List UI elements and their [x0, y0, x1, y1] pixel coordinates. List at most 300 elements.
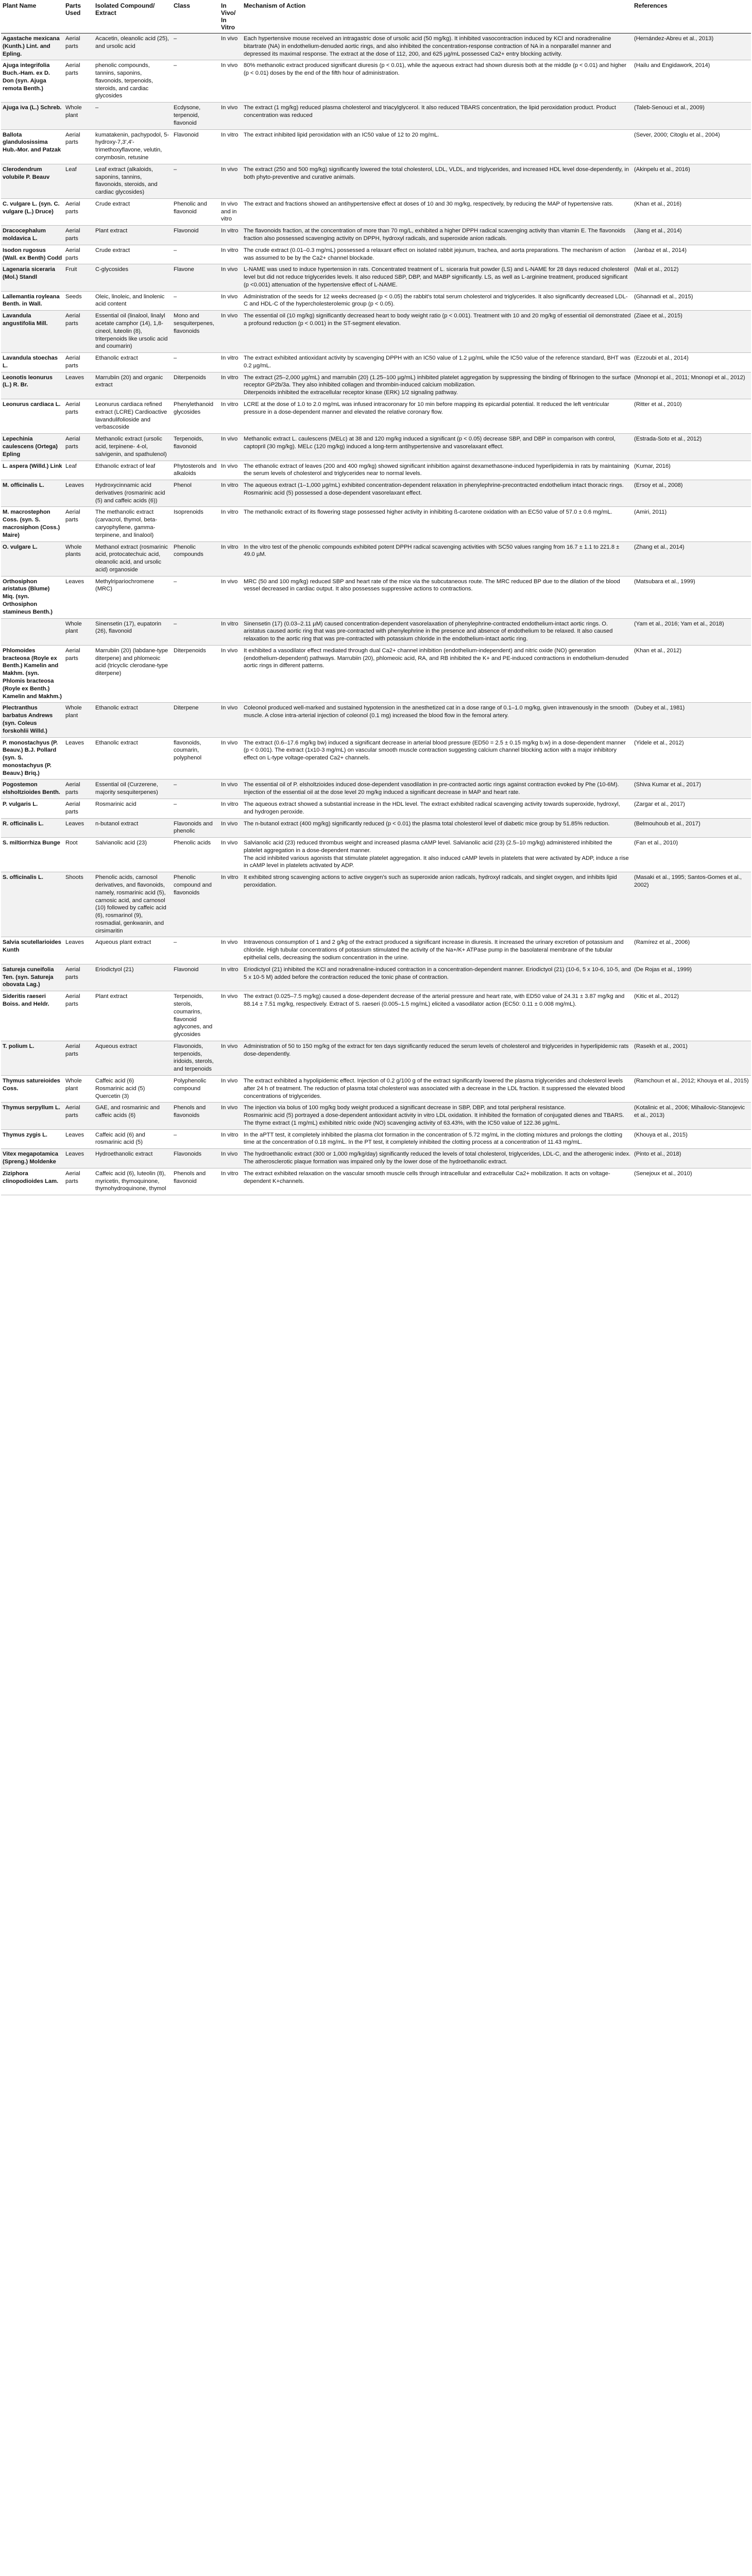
cell-parts-used: Leaves: [64, 480, 94, 507]
cell-class: flavonoids, coumarin, polyphenol: [172, 737, 219, 779]
cell-in-vivo: In vivo: [219, 576, 242, 618]
cell-plant-name: Lallemantia royleana Benth. in Wall.: [1, 291, 64, 311]
cell-mechanism: The extract exhibited relaxation on the vascular smooth muscle cells through intracellular and extracellular Ca2+ mobilization. It acts on voltage-dependent K+channels.: [242, 1168, 633, 1195]
cell-plant-name: P. vulgaris L.: [1, 799, 64, 818]
cell-class: Phenol: [172, 480, 219, 507]
cell-class: Diterpenoids: [172, 645, 219, 702]
cell-class: Flavone: [172, 264, 219, 291]
table-row: [1, 291, 751, 311]
cell-class: Flavonoid: [172, 129, 219, 164]
cell-references: (Belmouhoub et al., 2017): [633, 818, 751, 838]
cell-in-vivo: In vitro: [219, 799, 242, 818]
cell-plant-name: Agastache mexicana (Kunth.) Lint. and Epling.: [1, 33, 64, 60]
cell-mechanism: The extract and fractions showed an antihypertensive effect at doses of 10 and 30 mg/kg, respectively, by reducing the MAP of hypertensive rats.: [242, 198, 633, 225]
cell-references: (Shiva Kumar et al., 2017): [633, 779, 751, 799]
cell-references: (Hailu and Engidawork, 2014): [633, 60, 751, 103]
table-row: [1, 576, 751, 618]
cell-parts-used: Aerial parts: [64, 434, 94, 461]
cell-plant-name: Pogostemon elsholtzioides Benth.: [1, 779, 64, 799]
table-row: [1, 872, 751, 937]
cell-isolated-compound: Aqueous extract: [94, 1041, 172, 1075]
cell-in-vivo: In vivo: [219, 1149, 242, 1168]
table-container: [0, 0, 752, 1195]
cell-isolated-compound: GAE, and rosmarinic and caffeic acids (6): [94, 1103, 172, 1129]
cell-plant-name: Leonotis leonurus (L.) R. Br.: [1, 372, 64, 399]
cell-in-vivo: In vivo: [219, 645, 242, 702]
table-row: [1, 1168, 751, 1195]
cell-references: (Fan et al., 2010): [633, 838, 751, 872]
cell-references: (Yidele et al., 2012): [633, 737, 751, 779]
table-row: [1, 434, 751, 461]
cell-parts-used: Aerial parts: [64, 129, 94, 164]
cell-in-vivo: In vivo and in vitro: [219, 198, 242, 225]
cell-class: Diterpenoids: [172, 372, 219, 399]
cell-isolated-compound: Aqueous plant extract: [94, 937, 172, 964]
cell-class: –: [172, 60, 219, 103]
cell-class: Diterpene: [172, 703, 219, 737]
cell-parts-used: Aerial parts: [64, 779, 94, 799]
cell-in-vivo: In vitro: [219, 1168, 242, 1195]
cell-mechanism: Administration of the seeds for 12 weeks decreased (p < 0.05) the rabbit's total serum cholesterol and triglycerides. It also significantly decreased LDL-C and HDL-C of the hypercholesterolemic group (p < 0.05).: [242, 291, 633, 311]
cell-in-vivo: In vivo: [219, 311, 242, 353]
table-row: [1, 129, 751, 164]
table-row: [1, 461, 751, 480]
cell-mechanism: Sinensetin (17) (0.03–2.11 µM) caused concentration-dependent vasorelaxation of phenylephrine-contracted endothelium-intact aortic rings. O. aristatus caused aortic ring that was pre-contracted with phenylephrine in the presence and absence of endothelium to be relaxed. It also caused relaxation to the aortic ring that was pre-contracted with potassium chloride in the endothelium-intact aortic ring.: [242, 618, 633, 645]
cell-references: (Sever, 2000; Citoglu et al., 2004): [633, 129, 751, 164]
cell-mechanism: MRC (50 and 100 mg/kg) reduced SBP and heart rate of the mice via the subcutaneous route. The MRC reduced BP due to the dilation of the blood vessel decreased in cardiac output. It also possesses suppressive actions to contractions.: [242, 576, 633, 618]
cell-plant-name: Thymus zygis L.: [1, 1129, 64, 1149]
cell-mechanism: The flavonoids fraction, at the concentration of more than 70 mg/L, exhibited a higher DPPH radical scavenging activity than vitamin E. The flavonoids fraction also possessed scavenging activity on DPPH, hydroxyl radicals, and superoxide anion radicals.: [242, 226, 633, 245]
cell-parts-used: Leaves: [64, 818, 94, 838]
cell-references: (Mali et al., 2012): [633, 264, 751, 291]
header-row: [1, 0, 751, 33]
cell-isolated-compound: kumatakenin, pachypodol, 5-hydroxy-7,3',4'-trimethoxyflavone, velutin, corymbosin, retusine: [94, 129, 172, 164]
cell-references: (Taleb-Senouci et al., 2009): [633, 103, 751, 129]
cell-isolated-compound: Sinensetin (17), eupatorin (26), flavonoid: [94, 618, 172, 645]
cell-plant-name: P. monostachyus (P. Beauv.) B.J. Pollard (syn. S. monostachyus (P. Beauv.) Briq.): [1, 737, 64, 779]
cell-class: –: [172, 245, 219, 264]
header-references: References: [633, 0, 751, 33]
cell-in-vivo: In vitro: [219, 964, 242, 991]
cell-references: (Kitic et al., 2012): [633, 991, 751, 1041]
table-row: [1, 480, 751, 507]
cell-mechanism: In the aPTT test, it completely inhibited the plasma clot formation in the concentration of 5.72 mg/mL in the clotting mixtures and prolongs the clotting time at the concentration of 0.18 mg/mL. In the PT test, it completely inhibited the clotting process at a concentration of 11.43 mg/mL.: [242, 1129, 633, 1149]
cell-plant-name: M. macrostephon Coss. (syn. S. macrosiphon (Coss.) Maire): [1, 507, 64, 541]
cell-in-vivo: In vivo: [219, 838, 242, 872]
cell-mechanism: The extract inhibited lipid peroxidation with an IC50 value of 12 to 20 mg/mL.: [242, 129, 633, 164]
header-parts-used: Parts Used: [64, 0, 94, 33]
cell-class: Flavonoids: [172, 1149, 219, 1168]
cell-mechanism: The crude extract (0.01–0.3 mg/mL) possessed a relaxant effect on isolated rabbit jejunum, trachea, and aorta preparations. The mechanism of action was assumed to be by the Ca2+ channel blockade.: [242, 245, 633, 264]
cell-references: (Amiri, 2011): [633, 507, 751, 541]
cell-in-vivo: In vitro: [219, 872, 242, 937]
cell-references: (Zargar et al., 2017): [633, 799, 751, 818]
cell-isolated-compound: Methylripariochromene (MRC): [94, 576, 172, 618]
table-row: [1, 991, 751, 1041]
cell-isolated-compound: Methanolic extract (ursolic acid, terpinene- 4-ol, salvigenin, and spathulenol): [94, 434, 172, 461]
cell-plant-name: R. officinalis L.: [1, 818, 64, 838]
table-row: [1, 737, 751, 779]
cell-isolated-compound: Essential oil (linalool, linalyl acetate camphor (14), 1,8-cineol, luteolin (8), triterpenoids like ursolic acid and coumarin): [94, 311, 172, 353]
cell-class: Terpenoids, sterols, coumarins, flavonoid aglycones, and glycosides: [172, 991, 219, 1041]
table-row: [1, 1103, 751, 1129]
cell-plant-name: Orthosiphon aristatus (Blume) Miq. (syn. Orthosiphon stamineus Benth.): [1, 576, 64, 618]
cell-class: –: [172, 353, 219, 372]
table-row: [1, 245, 751, 264]
table-row: [1, 703, 751, 737]
cell-plant-name: S. officinalis L.: [1, 872, 64, 937]
table-row: [1, 645, 751, 702]
cell-isolated-compound: The methanolic extract (carvacrol, thymol, beta-caryophyllene, gamma-terpinene, and linalool): [94, 507, 172, 541]
cell-parts-used: Shoots: [64, 872, 94, 937]
cell-mechanism: The essential oil (10 mg/kg) significantly decreased heart to body weight ratio (p < 0.001). Treatment with 10 and 20 mg/kg of essential oil demonstrated a profound reduction (p < 0.001) in the ST-segment elevation.: [242, 311, 633, 353]
table-row: [1, 964, 751, 991]
cell-isolated-compound: Leonurus cardiaca refined extract (LCRE) Cardioactive lavandulifolioside and verbascoside: [94, 399, 172, 434]
cell-plant-name: M. officinalis L.: [1, 480, 64, 507]
cell-parts-used: Aerial parts: [64, 60, 94, 103]
cell-mechanism: Salvianolic acid (23) reduced thrombus weight and increased plasma cAMP level. Salvianolic acid (23) (2.5–10 mg/kg) administered inhibited the platelet aggregation in a dose-dependent manner. The acid inhibited various agonists that stimulate platelet aggregation. It also induced cAMP levels in platelets that were activated by ADP, induce a rise in cAMP level in platelets activated by ADP.: [242, 838, 633, 872]
cell-isolated-compound: Rosmarinic acid: [94, 799, 172, 818]
cell-plant-name: O. vulgare L.: [1, 541, 64, 576]
cell-class: Flavonoids and phenolic: [172, 818, 219, 838]
cell-mechanism: Coleonol produced well-marked and sustained hypotension in the anesthetized cat in a dose range of 0.1–1.0 mg/kg, given intravenously in the smooth muscle. A close intra-arterial injection of coleonol (0.1 mg) increased the blood flow in the femoral artery.: [242, 703, 633, 737]
cell-parts-used: Leaves: [64, 1149, 94, 1168]
cell-class: Polyphenolic compound: [172, 1075, 219, 1102]
cell-parts-used: Aerial parts: [64, 1041, 94, 1075]
cell-references: (Ghannadi et al., 2015): [633, 291, 751, 311]
cell-isolated-compound: Leaf extract (alkaloids, saponins, tannins, flavonoids, steroids, and cardiac glycosides): [94, 164, 172, 198]
cell-references: (Ramírez et al., 2006): [633, 937, 751, 964]
cell-in-vivo: In vivo: [219, 937, 242, 964]
cell-references: (Dubey et al., 1981): [633, 703, 751, 737]
cell-references: (Khan et al., 2012): [633, 645, 751, 702]
table-row: [1, 103, 751, 129]
cell-plant-name: T. polium L.: [1, 1041, 64, 1075]
cell-isolated-compound: Oleic, linoleic, and linolenic acid content: [94, 291, 172, 311]
cell-isolated-compound: Plant extract: [94, 226, 172, 245]
cell-isolated-compound: Methanol extract (rosmarinic acid, protocatechuic acid, oleanolic acid, and ursolic acid) organoside: [94, 541, 172, 576]
cell-parts-used: Leaves: [64, 1129, 94, 1149]
table-row: [1, 198, 751, 225]
cell-mechanism: Each hypertensive mouse received an intragastric dose of ursolic acid (50 mg/kg). It inhibited vasocontraction induced by KCl and noradrenaline bitartrate (NA) in endothelium-denuded aortic rings, and also inhibited the concentration-response contraction of NA in a nonparallel manner and depressed its maximal response. The extract at the dose of 112, 200, and 625 µg/mL possessed Ca2+ entry blocking activity.: [242, 33, 633, 60]
cell-in-vivo: In vivo: [219, 60, 242, 103]
table-row: [1, 1149, 751, 1168]
cell-class: Phenols and flavonoids: [172, 1103, 219, 1129]
table-row: [1, 399, 751, 434]
cell-plant-name: Thymus serpyllum L.: [1, 1103, 64, 1129]
cell-parts-used: Leaves: [64, 576, 94, 618]
cell-isolated-compound: Marrubiin (20) (labdane-type diterpene) and phlomeoic acid (tricyclic clerodane-type diterpene): [94, 645, 172, 702]
cell-mechanism: The injection via bolus of 100 mg/kg body weight produced a significant decrease in SBP, DBP, and total peripheral resistance. Rosmarinic acid (5) portrayed a dose-dependent antioxidant activity in vitro LDL oxidation. It inhibited the formation of conjugated dienes and TBARS. The thyme extract (1 mg/mL) exhibited nitric oxide (NO) scavenging activity of 63.43%, with the IC50 value of 122.36 µg/mL.: [242, 1103, 633, 1129]
cell-parts-used: Root: [64, 838, 94, 872]
cell-in-vivo: In vivo: [219, 103, 242, 129]
cell-references: (Pinto et al., 2018): [633, 1149, 751, 1168]
table-row: [1, 33, 751, 60]
table-header: [1, 0, 751, 33]
cell-plant-name: Clerodendrum volubile P. Beauv: [1, 164, 64, 198]
cell-isolated-compound: Ethanolic extract: [94, 737, 172, 779]
cell-references: (Akinpelu et al., 2016): [633, 164, 751, 198]
cell-plant-name: Lagenaria siceraria (Mol.) Standl: [1, 264, 64, 291]
cell-class: Phenylethanoid glycosides: [172, 399, 219, 434]
cell-in-vivo: In vivo: [219, 291, 242, 311]
cell-parts-used: Leaves: [64, 737, 94, 779]
table-row: [1, 164, 751, 198]
cell-mechanism: 80% methanolic extract produced significant diuresis (p < 0.01), while the aqueous extract had shown diuresis both at the middle (p < 0.01) and higher (p < 0.01) doses by the end of the fifth hour of administration.: [242, 60, 633, 103]
cell-isolated-compound: Eriodictyol (21): [94, 964, 172, 991]
table-body: [1, 33, 751, 1195]
cell-isolated-compound: Phenolic acids, carnosol derivatives, and flavonoids, namely, rosmarinic acid (5), carnosic acid, and carnosol (10) followed by caffeic acid (6), rosmarinol (9), rosmadial, genkwanin, and cirsimaritin: [94, 872, 172, 937]
table-row: [1, 779, 751, 799]
cell-references: (Kumar, 2016): [633, 461, 751, 480]
cell-isolated-compound: phenolic compounds, tannins, saponins, flavonoids, terpenoids, steroids, and cardiac glycosides: [94, 60, 172, 103]
cell-mechanism: The extract (0.025–7.5 mg/kg) caused a dose-dependent decrease of the arterial pressure and heart rate, with ED50 value of 24.31 ± 3.87 mg/kg and 88.14 ± 7.51 mg/kg, respectively. Extract of S. raeseri (0.005–1.5 mg/mL) elicited a vasodilator action (EC50: 0.11 ± 0.008 mg/mL).: [242, 991, 633, 1041]
cell-in-vivo: In vivo: [219, 991, 242, 1041]
cell-in-vivo: In vitro: [219, 541, 242, 576]
cell-plant-name: Ziziphora clinopodioides Lam.: [1, 1168, 64, 1195]
cell-parts-used: Aerial parts: [64, 645, 94, 702]
cell-class: Phenolic acids: [172, 838, 219, 872]
cell-in-vivo: In vitro: [219, 353, 242, 372]
cell-references: (Rasekh et al., 2001): [633, 1041, 751, 1075]
cell-class: –: [172, 799, 219, 818]
cell-class: Flavonoid: [172, 226, 219, 245]
cell-mechanism: The hydroethanolic extract (300 or 1,000 mg/kg/day) significantly reduced the levels of total cholesterol, triglycerides, LDL-C, and the atherogenic index. The atherosclerotic plaque formation was impaired only by the lower dose of the hydroethanolic extract.: [242, 1149, 633, 1168]
cell-references: (Zhang et al., 2014): [633, 541, 751, 576]
cell-plant-name: Ballota glandulosissima Hub.-Mor. and Patzak: [1, 129, 64, 164]
cell-parts-used: Aerial parts: [64, 311, 94, 353]
cell-references: (Ezzoubi et al., 2014): [633, 353, 751, 372]
cell-isolated-compound: –: [94, 103, 172, 129]
cell-class: –: [172, 33, 219, 60]
cell-in-vivo: In vivo: [219, 1103, 242, 1129]
cell-plant-name: Ajuga integrifolia Buch.-Ham. ex D. Don (syn. Ajuga remota Benth.): [1, 60, 64, 103]
cell-parts-used: Whole plant: [64, 703, 94, 737]
cell-references: (Yam et al., 2016; Yam et al., 2018): [633, 618, 751, 645]
table-row: [1, 618, 751, 645]
cell-references: (De Rojas et al., 1999): [633, 964, 751, 991]
cell-plant-name: Salvia scutellarioides Kunth: [1, 937, 64, 964]
cell-class: Mono and sesquiterpenes, flavonoids: [172, 311, 219, 353]
cell-in-vivo: In vivo: [219, 737, 242, 779]
cell-plant-name: L. aspera (Willd.) Link: [1, 461, 64, 480]
cell-in-vivo: In vitro: [219, 507, 242, 541]
cell-plant-name: Vitex megapotamica (Spreng.) Moldenke: [1, 1149, 64, 1168]
cell-references: (Ersoy et al., 2008): [633, 480, 751, 507]
cell-mechanism: The extract (0.6–17.6 mg/kg bw) induced a significant decrease in arterial blood pressure (ED50 = 2.5 ± 0.15 mg/kg b.w) in a dose-dependent manner (p < 0.001). The extract (1x10-3 mg/mL) on vascular smooth muscle contraction suggesting calcium channel blocking action with a major inhibitory effect on L-type voltage-operated Ca2+ channels.: [242, 737, 633, 779]
cell-class: Phenolic compounds: [172, 541, 219, 576]
cell-class: Terpenoids, flavonoid: [172, 434, 219, 461]
cell-parts-used: Aerial parts: [64, 964, 94, 991]
cell-parts-used: Whole plant: [64, 618, 94, 645]
table-row: [1, 353, 751, 372]
cell-parts-used: Leaves: [64, 372, 94, 399]
cell-isolated-compound: Hydroethanolic extract: [94, 1149, 172, 1168]
cell-isolated-compound: Ethanolic extract: [94, 703, 172, 737]
cell-references: (Ziaee et al., 2015): [633, 311, 751, 353]
cell-in-vivo: In vitro: [219, 480, 242, 507]
cell-references: (Kotalinic et al., 2006; Mihailovic-Stanojevic et al., 2013): [633, 1103, 751, 1129]
cell-parts-used: Aerial parts: [64, 1168, 94, 1195]
header-in-vivo: In Vivo/ In Vitro: [219, 0, 242, 33]
cell-references: (Matsubara et al., 1999): [633, 576, 751, 618]
cell-plant-name: Dracocephalum moldavica L.: [1, 226, 64, 245]
table-row: [1, 60, 751, 103]
cell-references: (Mnonopi et al., 2011; Mnonopi et al., 2012): [633, 372, 751, 399]
cell-in-vivo: In vitro: [219, 372, 242, 399]
cell-plant-name: Lavandula stoechas L.: [1, 353, 64, 372]
cell-mechanism: It exhibited strong scavenging actions to active oxygen's such as superoxide anion radicals, hydroxyl radicals, and singlet oxygen, and inhibits lipid peroxidation.: [242, 872, 633, 937]
cell-references: (Estrada-Soto et al., 2012): [633, 434, 751, 461]
cell-parts-used: Aerial parts: [64, 399, 94, 434]
cell-mechanism: The extract (25–2,000 µg/mL) and marrubiin (20) (1.25–100 µg/mL) inhibited platelet aggregation by suppressing the binding of fibrinogen to the surface receptor GP2b/3a. They also inhibited collagen and thrombin-induced calcium mobilization. Diterpenoids inhibited the extracellular receptor kinase (ERK) 1/2 signaling pathway.: [242, 372, 633, 399]
cell-class: Flavonoid: [172, 964, 219, 991]
cell-plant-name: Isodon rugosus (Wall. ex Benth) Codd: [1, 245, 64, 264]
cell-mechanism: The methanolic extract of its flowering stage possessed higher activity in inhibiting ß-carotene oxidation with an EC50 value of 57.0 ± 0.6 mg/mL.: [242, 507, 633, 541]
plants-table: [1, 0, 751, 1195]
cell-in-vivo: In vitro: [219, 245, 242, 264]
cell-plant-name: Phlomoides bracteosa (Royle ex Benth.) Kamelin and Makhm. (syn. Phlomis bracteosa (Royle ex Benth.) Kamelin and Makhm.): [1, 645, 64, 702]
cell-in-vivo: In vivo: [219, 818, 242, 838]
cell-plant-name: S. miltiorrhiza Bunge: [1, 838, 64, 872]
cell-references: (Hernández-Abreu et al., 2013): [633, 33, 751, 60]
cell-mechanism: The aqueous extract showed a substantial increase in the HDL level. The extract exhibited radical scavenging activity towards superoxide, hydroxyl, and hydrogen peroxide.: [242, 799, 633, 818]
cell-class: Phytosterols and alkaloids: [172, 461, 219, 480]
cell-plant-name: Plectranthus barbatus Andrews (syn. Coleus forskohlii Willd.): [1, 703, 64, 737]
cell-plant-name: Satureja cuneifolia Ten. (syn. Satureja obovata Lag.): [1, 964, 64, 991]
cell-in-vivo: In vivo: [219, 1075, 242, 1102]
cell-isolated-compound: Acacetin, oleanolic acid (25), and ursolic acid: [94, 33, 172, 60]
cell-parts-used: Aerial parts: [64, 1103, 94, 1129]
cell-class: –: [172, 291, 219, 311]
header-mechanism: Mechanism of Action: [242, 0, 633, 33]
cell-mechanism: Eriodictyol (21) inhibited the KCl and noradrenaline-induced contraction in a concentration-dependent manner. Eriodictyol (21) (10-6, 5 x 10-6, 10-5, and 5 x 10-5 M) added before the contraction reduced the tonic phase of contraction.: [242, 964, 633, 991]
cell-parts-used: Leaf: [64, 461, 94, 480]
cell-mechanism: The n-butanol extract (400 mg/kg) significantly reduced (p < 0.01) the plasma total cholesterol level of diabetic mice group by 51.85% reduction.: [242, 818, 633, 838]
cell-plant-name: Sideritis raeseri Boiss. and Heldr.: [1, 991, 64, 1041]
cell-mechanism: The essential oil of P. elsholtzioides induced dose-dependent vasodilation in pre-contracted aortic rings against contraction evoked by Phe (10-6M). Injection of the essential oil at the dose level 20 mg/kg induced a significant decrease in MAP and heart rate.: [242, 779, 633, 799]
table-row: [1, 799, 751, 818]
cell-plant-name: Leonurus cardiaca L.: [1, 399, 64, 434]
cell-in-vivo: In vivo: [219, 703, 242, 737]
table-row: [1, 818, 751, 838]
cell-in-vivo: In vivo: [219, 264, 242, 291]
cell-parts-used: Aerial parts: [64, 33, 94, 60]
cell-isolated-compound: Hydroxycinnamic acid derivatives (rosmarinic acid (5) and caffeic acids (6)): [94, 480, 172, 507]
cell-in-vivo: In vitro: [219, 129, 242, 164]
cell-mechanism: The extract (250 and 500 mg/kg) significantly lowered the total cholesterol, LDL, VLDL, and triglycerides, and increased HDL level dose-dependently, in both phyto-preventive and curative animals.: [242, 164, 633, 198]
cell-class: –: [172, 576, 219, 618]
cell-isolated-compound: Plant extract: [94, 991, 172, 1041]
table-row: [1, 507, 751, 541]
cell-class: –: [172, 618, 219, 645]
cell-mechanism: The extract exhibited antioxidant activity by scavenging DPPH with an IC50 value of 1.2 µg/mL while the IC50 value of the reference standard, BHT was 0.2 µg/mL.: [242, 353, 633, 372]
cell-parts-used: Aerial parts: [64, 507, 94, 541]
cell-isolated-compound: Caffeic acid (6) and rosmarinic acid (5): [94, 1129, 172, 1149]
cell-in-vivo: In vitro: [219, 1129, 242, 1149]
cell-class: Isoprenoids: [172, 507, 219, 541]
table-row: [1, 1041, 751, 1075]
cell-isolated-compound: Ethanolic extract of leaf: [94, 461, 172, 480]
cell-references: (Masaki et al., 1995; Santos-Gomes et al., 2002): [633, 872, 751, 937]
cell-in-vivo: In vivo: [219, 1041, 242, 1075]
cell-isolated-compound: Ethanolic extract: [94, 353, 172, 372]
cell-class: Phenolic compound and flavonoids: [172, 872, 219, 937]
cell-references: (Jiang et al., 2014): [633, 226, 751, 245]
cell-in-vivo: In vivo: [219, 164, 242, 198]
table-row: [1, 541, 751, 576]
cell-class: –: [172, 1129, 219, 1149]
table-row: [1, 838, 751, 872]
cell-mechanism: Administration of 50 to 150 mg/kg of the extract for ten days significantly reduced the serum levels of cholesterol and triglycerides in hyperlipidemic rats dose-dependently.: [242, 1041, 633, 1075]
cell-mechanism: The ethanolic extract of leaves (200 and 400 mg/kg) showed significant inhibition against dexamethasone-induced hyperlipidemia in rats by maintaining the serum levels of cholesterol and triglycerides near to normal levels.: [242, 461, 633, 480]
cell-isolated-compound: Crude extract: [94, 198, 172, 225]
cell-mechanism: In the vitro test of the phenolic compounds exhibited potent DPPH radical scavenging activities with SC50 values ranging from 16.7 ± 1.1 to 221.8 ± 49.0 µM.: [242, 541, 633, 576]
cell-parts-used: Aerial parts: [64, 353, 94, 372]
cell-mechanism: LCRE at the dose of 1.0 to 2.0 mg/mL was infused intracoronary for 10 min before mapping its epicardial potential. It reduced the left ventricular pressure in a dose-dependent manner and elevated the relative coronary flow.: [242, 399, 633, 434]
cell-plant-name: Lepechinia caulescens (Ortega) Epling: [1, 434, 64, 461]
cell-references: (Janbaz et al., 2014): [633, 245, 751, 264]
header-class: Class: [172, 0, 219, 33]
table-row: [1, 1129, 751, 1149]
cell-mechanism: Intravenous consumption of 1 and 2 g/kg of the extract produced a significant increase in diuresis. It increased the urinary excretion of potassium and chloride. High tubular concentrations of potassium stimulated the activity of the Na+/K+ ATPase pump in the basolateral membrane of the tubular epithelial cells, decreasing the sodium concentration in the urine.: [242, 937, 633, 964]
cell-references: (Ramchoun et al., 2012; Khouya et al., 2015): [633, 1075, 751, 1102]
cell-parts-used: Aerial parts: [64, 799, 94, 818]
cell-parts-used: Whole plants: [64, 541, 94, 576]
table-row: [1, 226, 751, 245]
cell-parts-used: Seeds: [64, 291, 94, 311]
cell-isolated-compound: Marrubiin (20) and organic extract: [94, 372, 172, 399]
cell-isolated-compound: n-butanol extract: [94, 818, 172, 838]
cell-isolated-compound: Essential oil (Curzerene, majority sesquiterpenes): [94, 779, 172, 799]
cell-parts-used: Aerial parts: [64, 245, 94, 264]
cell-plant-name: C. vulgare L. (syn. C. vulgare (L.) Druce): [1, 198, 64, 225]
cell-in-vivo: In vitro: [219, 226, 242, 245]
table-row: [1, 1075, 751, 1102]
cell-mechanism: The extract (1 mg/kg) reduced plasma cholesterol and triacylglycerol. It also reduced TBARS concentration, the lipid peroxidation product. Product concentration was reduced: [242, 103, 633, 129]
cell-class: –: [172, 937, 219, 964]
cell-class: –: [172, 164, 219, 198]
cell-class: Ecdysone, terpenoid, flavonoid: [172, 103, 219, 129]
cell-references: (Ritter et al., 2010): [633, 399, 751, 434]
cell-class: Phenolic and flavonoid: [172, 198, 219, 225]
cell-isolated-compound: Crude extract: [94, 245, 172, 264]
cell-plant-name: Lavandula angustifolia Mill.: [1, 311, 64, 353]
cell-references: (Khouya et al., 2015): [633, 1129, 751, 1149]
cell-parts-used: Aerial parts: [64, 991, 94, 1041]
cell-isolated-compound: C-glycosides: [94, 264, 172, 291]
table-row: [1, 937, 751, 964]
header-isolated-compound: Isolated Compound/ Extract: [94, 0, 172, 33]
cell-class: –: [172, 779, 219, 799]
cell-parts-used: Aerial parts: [64, 198, 94, 225]
cell-plant-name: Ajuga iva (L.) Schreb.: [1, 103, 64, 129]
cell-mechanism: It exhibited a vasodilator effect mediated through dual Ca2+ channel inhibition (endothelium-independent) and nitric oxide (NO) generation (endothelium-dependent) pathways. Marrubiin (20), phlomeoic acid, RA, and RB inhibited the K+ and PE-induced contractions in endothelium-denuded aortic rings in different patterns.: [242, 645, 633, 702]
cell-isolated-compound: Caffeic acid (6), luteolin (8), myricetin, thymoquinone, thymohydroquinone, thymol: [94, 1168, 172, 1195]
cell-references: (Senejoux et al., 2010): [633, 1168, 751, 1195]
cell-parts-used: Aerial parts: [64, 226, 94, 245]
cell-mechanism: The extract exhibited a hypolipidemic effect. Injection of 0.2 g/100 g of the extract significantly lowered the plasma triglycerides and cholesterol levels after 24 h of treatment. The reduction of plasma total cholesterol was associated with a decrease in the LDL fraction. It suppressed the elevated blood concentrations of triglycerides.: [242, 1075, 633, 1102]
cell-class: Phenols and flavonoid: [172, 1168, 219, 1195]
cell-in-vivo: In vivo: [219, 33, 242, 60]
cell-in-vivo: In vitro: [219, 399, 242, 434]
cell-parts-used: Fruit: [64, 264, 94, 291]
cell-mechanism: L-NAME was used to induce hypertension in rats. Concentrated treatment of L. siceraria fruit powder (LS) and L-NAME for 28 days reduced cholesterol level but did not reduce triglycerides levels. It also reduced SBP, DBP, and MABP significantly. LS, as well as L-arginine treatment, produced significant (p <0.001) attenuation of the hypertensive effect of L-NAME.: [242, 264, 633, 291]
cell-mechanism: Methanolic extract L. caulescens (MELc) at 38 and 120 mg/kg induced a significant (p < 0.05) decrease SBP, and DBP in comparison with control, captopril (30 mg/kg). MELc (120 mg/kg) induced a long-term antihypertensive and vasorelaxant effect.: [242, 434, 633, 461]
cell-parts-used: Whole plant: [64, 1075, 94, 1102]
cell-parts-used: Whole plant: [64, 103, 94, 129]
table-row: [1, 311, 751, 353]
